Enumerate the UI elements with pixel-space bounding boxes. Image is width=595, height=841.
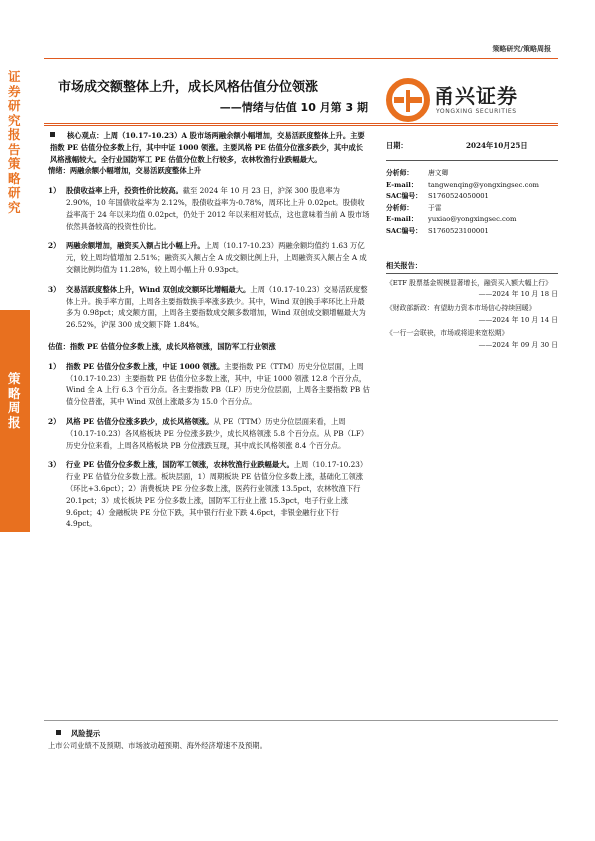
related-report-link[interactable]: 《ETF 股票基金规模显著增长，融资买入额大幅上行》	[386, 278, 552, 287]
company-logo	[386, 78, 556, 128]
item-lead: 两融余额增加，融资买入额占比小幅上升。	[66, 241, 205, 251]
main-content	[48, 130, 370, 530]
item-lead: 行业 PE 估值分位多数上涨，国防军工领涨，农林牧渔行业跌幅最大。	[66, 460, 294, 470]
square-bullet-icon	[50, 132, 55, 137]
header-divider	[44, 58, 558, 59]
analyst-value: yuxiao@yongxingsec.com	[428, 215, 517, 224]
related-report-date: ——2024 年 10 月 18 日	[478, 290, 558, 299]
analyst-value: 唐文卿	[428, 169, 449, 178]
item-body: 主要指数 PE（TTM）历史分位层面，上周（10.17-10.23）主要指数 PE 估值分位多数上涨，其中，中证 1000 领涨 12.8 个百分点，Wind 全 A 上行 6.3 个百分点。各主要指数 PB（LF）历史分位层面，上周各主要指数 PB 估值分位普涨，其中 Wind 双创上涨最多为 15.0 个百分点。	[66, 361, 370, 407]
analyst-row	[386, 203, 558, 215]
item-number: 2）	[48, 241, 61, 251]
analyst-row	[386, 168, 558, 180]
logo-mark-icon	[386, 78, 430, 122]
key-view	[48, 130, 370, 165]
sidebar-bottom-text: 策略周报	[8, 371, 21, 430]
item-text	[66, 185, 370, 232]
related-report-date: ——2024 年 10 月 14 日	[478, 315, 558, 324]
valuation-heading: 估值：指数 PE 估值分位多数上涨，成长风格领涨，国防军工行业领涨	[48, 341, 276, 351]
report-type: 策略研究/策略周报	[492, 45, 551, 53]
title-divider	[44, 123, 558, 124]
analyst-value: S1760524050001	[428, 192, 489, 201]
related-report-date: ——2024 年 09 月 30 日	[478, 340, 558, 349]
item-lead: 指数 PE 估值分位多数上涨，中证 1000 领涨。	[66, 361, 225, 371]
analyst-label: E-mail：	[386, 180, 418, 189]
related-reports	[386, 278, 558, 352]
analyst-label: 分析师：	[386, 203, 414, 212]
item-body: 上周（10.17-10.23）行业 PE 估值分位多数上涨。板块层面，1）周期板块 PE 估值分位多数上涨，基础化工领涨（环比+3.6pct）；2）消费板块 PE 分位多数上涨，医药行业领涨 13.5pct，农林牧渔下行 20.1pct；3）成长板块 PE 分位多数上涨，国防军工行业上涨 15.3pct，电子行业上涨 9.6pct；4）金融板块 PE 分位下跌，其中银行行业下跌 4.6pct，非银金融行业下行 4.9pct。	[66, 460, 368, 529]
related-report-link[interactable]: 《财政部新政：有望助力资本市场信心持续回暖》	[386, 303, 536, 312]
related-divider	[386, 273, 558, 274]
list-item	[48, 284, 370, 331]
list-item	[48, 361, 370, 408]
list-item	[48, 416, 370, 451]
report-title: 市场成交额整体上升，成长风格估值分位领涨	[58, 80, 319, 95]
key-view-text: 核心观点：上周（10.17-10.23）A 股市场两融余额小幅增加，交易活跃度整体上升。主要指数 PE 估值分位多数上行，其中中证 1000 领涨。主要风格 PE 估值分位涨多跌少，其中成长风格涨幅较大。全行业国防军工 PE 估值分位数上行较多，农林牧渔行业跌幅最大。	[50, 131, 365, 164]
list-item	[48, 185, 370, 232]
risk-heading: 风险提示	[71, 729, 101, 738]
analyst-row	[386, 226, 558, 238]
analyst-label: SAC编号：	[386, 192, 422, 201]
item-body: 从 PE（TTM）历史分位层面来看，上周（10.17-10.23）各风格板块 PE 分位涨多跌少，成长风格领涨 5.8 个百分点。从 PB（LF）历史分位来看，上周各风格板块 PB 分位涨跌互现，其中成长风格领涨 8.4 个百分点。	[66, 416, 369, 450]
analyst-label: SAC编号：	[386, 227, 422, 236]
analyst-label: 分析师：	[386, 169, 414, 178]
right-column	[386, 140, 558, 351]
list-item	[48, 240, 370, 275]
analyst-value: tangwenqing@yongxingsec.com	[428, 180, 539, 189]
risk-text: 上市公司业绩不及预期、市场波动超预期、海外经济增速不及预期。	[48, 741, 267, 750]
analyst-row	[386, 180, 558, 192]
date-divider	[386, 160, 558, 161]
item-lead: 风格 PE 估值分位涨多跌少，成长风格领涨。	[66, 416, 214, 426]
item-number: 1）	[48, 186, 61, 196]
sidebar-bottom	[0, 310, 30, 532]
item-number: 3）	[48, 284, 61, 294]
sidebar-top	[0, 70, 30, 240]
item-number: 3）	[48, 460, 61, 470]
analyst-row	[386, 214, 558, 226]
analyst-value: 于雷	[428, 203, 442, 212]
risk-section	[48, 728, 558, 752]
list-item	[48, 459, 370, 530]
analyst-value: S1760523100001	[428, 227, 489, 236]
risk-divider	[44, 720, 558, 721]
item-body: 上周（10.17-10.23）交易活跃度整体上升。换手率方面，上周各主要指数换手率涨多跌少。其中，Wind 双创换手率环比上升最多为 0.98pct；成交额方面，上周各主要指数成交额多数增加，Wind 双创成交额增幅最大为 26.52%，沪深 300 成交额下降 1.84%。	[66, 284, 368, 330]
item-text	[66, 416, 370, 451]
item-text	[66, 284, 370, 331]
item-body: 截至 2024 年 10 月 23 日，沪深 300 股息率为 2.90%，10 年国债收益率为 2.12%，股债收益率为-0.78%，周环比上升 0.02pct。股债收益率高于 24 年以来均值 0.02pct，仍处于 2012 年以来相对低点，这也意味着当前 A 股市场依然具备较高的投资性价比。	[66, 186, 370, 231]
title-divider-thin	[44, 125, 558, 126]
item-lead: 股债收益率上升，投资性价比较高。	[66, 186, 183, 196]
analyst-label: E-mail：	[386, 215, 418, 224]
sidebar-top-text: 证券研究报告 策略研究	[8, 69, 21, 215]
sentiment-list	[48, 185, 370, 331]
logo-subtitle: YONGXING SECURITIES	[436, 108, 517, 115]
square-bullet-icon	[56, 730, 61, 735]
item-text	[66, 240, 370, 275]
sentiment-heading: 情绪：两融余额小幅增加，交易活跃度整体上升	[48, 166, 202, 176]
report-title-block	[58, 76, 368, 115]
date-row	[386, 140, 558, 152]
item-lead: 交易活跃度整体上升，Wind 双创成交额环比增幅最大。	[66, 284, 251, 294]
date-value: 2024年10月25日	[466, 141, 528, 150]
report-subtitle: ——情绪与估值 10 月第 3 期	[219, 101, 368, 114]
related-heading: 相关报告：	[386, 260, 422, 270]
item-body: 上周（10.17-10.23）两融余额均值约 1.63 万亿元，较上周均值增加 2.51%；融资买入额占全 A 成交额比例上升，上周融资买入额占全 A 成交额比例均值为 11.28%，较上周小幅上升 0.93pct。	[66, 241, 367, 274]
item-number: 1）	[48, 361, 61, 371]
analyst-row	[386, 191, 558, 203]
logo-name: 甬兴证券	[434, 84, 518, 108]
date-label: 日期：	[386, 141, 408, 150]
item-text	[66, 361, 370, 408]
item-text	[66, 459, 370, 530]
valuation-list	[48, 361, 370, 530]
related-report-link[interactable]: 《一行一会联袂，市场或将迎来宽松期》	[386, 329, 509, 338]
item-number: 2）	[48, 416, 61, 426]
analyst-info	[386, 168, 558, 238]
